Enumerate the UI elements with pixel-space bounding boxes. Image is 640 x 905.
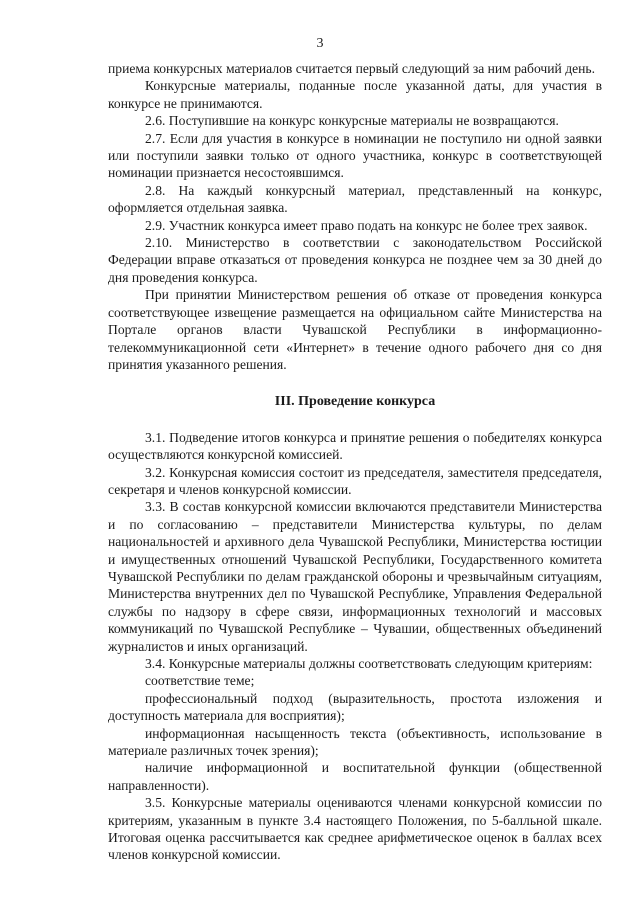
paragraph: 3.5. Конкурсные материалы оцениваются членами конкурсной комиссии по критериям, указанным в пункте 3.4 настоящего Положения, по 5-балльной шкале. Итоговая оценка рассчитывается как среднее арифметическое оценок в баллах всех членов конкурсной комиссии. <box>108 795 602 863</box>
paragraph: 3.2. Конкурсная комиссия состоит из председателя, заместителя председателя, секретаря и членов конкурсной комиссии. <box>108 464 602 497</box>
paragraph: 2.6. Поступившие на конкурс конкурсные материалы не возвращаются. <box>145 113 559 129</box>
page-number: 3 <box>316 36 324 51</box>
list-item: информационная насыщенность текста (объективность, использование в материале различных точек зрения); <box>108 725 602 759</box>
paragraph: 2.8. На каждый конкурсный материал, представленный на конкурс, оформляется отдельная заявка. <box>108 182 602 216</box>
paragraph: 3.3. В состав конкурсной комиссии включаются представители Министерства и по согласованию – представители Министерства культуры, по делам национальностей и архивного дела Чувашской Республики, Министерства юстиции и имущественных отношений Чувашской Республики, Государственного комитета Чувашской Республики по делам гражданской обороны и чрезвычайным ситуациям, Министерства внутренних дел по Чувашской Республике, Управления Федеральной службы по надзору в сфере связи, информационных технологий и массовых коммуникаций по Чувашской Республике – Чувашии, общественных объединений журналистов и иных организаций. <box>108 499 602 654</box>
paragraph: При принятии Министерством решения об отказе от проведения конкурса соответствующее извещение размещается на официальном сайте Министерства на Портале органов власти Чувашской Республики в информационно-телекоммуникационной сети «Интернет» в течение одного рабочего дня со дня принятия указанного решения. <box>108 287 602 372</box>
section-heading: III. Проведение конкурса <box>274 394 436 410</box>
paragraph: 3.1. Подведение итогов конкурса и принятие решения о победителях конкурса осуществляются конкурсной комиссией. <box>108 429 602 463</box>
list-item: наличие информационной и воспитательной функции (общественной направленности). <box>108 760 602 793</box>
list-item: профессиональный подход (выразительность, простота изложения и доступность материала для восприятия); <box>108 690 602 724</box>
paragraph: 2.9. Участник конкурса имеет право подать на конкурс не более трех заявок. <box>145 217 588 233</box>
paragraph: 2.10. Министерство в соответствии с законодательством Российской Федерации вправе отказаться от проведения конкурса не позднее чем за 30 дней до дня проведения конкурса. <box>108 235 602 285</box>
paragraph: Конкурсные материалы, поданные после указанной даты, для участия в конкурсе не принимаются. <box>108 78 602 111</box>
paragraph: 2.7. Если для участия в конкурсе в номинации не поступило ни одной заявки или поступили заявки только от одного участника, конкурс в соответствующей номинации признается несостоявшимся. <box>108 130 602 181</box>
document-body <box>108 60 602 864</box>
paragraph: приема конкурсных материалов считается первый следующий за ним рабочий день. <box>108 61 596 76</box>
paragraph: 3.4. Конкурсные материалы должны соответствовать следующим критериям: <box>145 656 593 671</box>
list-item: соответствие теме; <box>145 673 255 689</box>
